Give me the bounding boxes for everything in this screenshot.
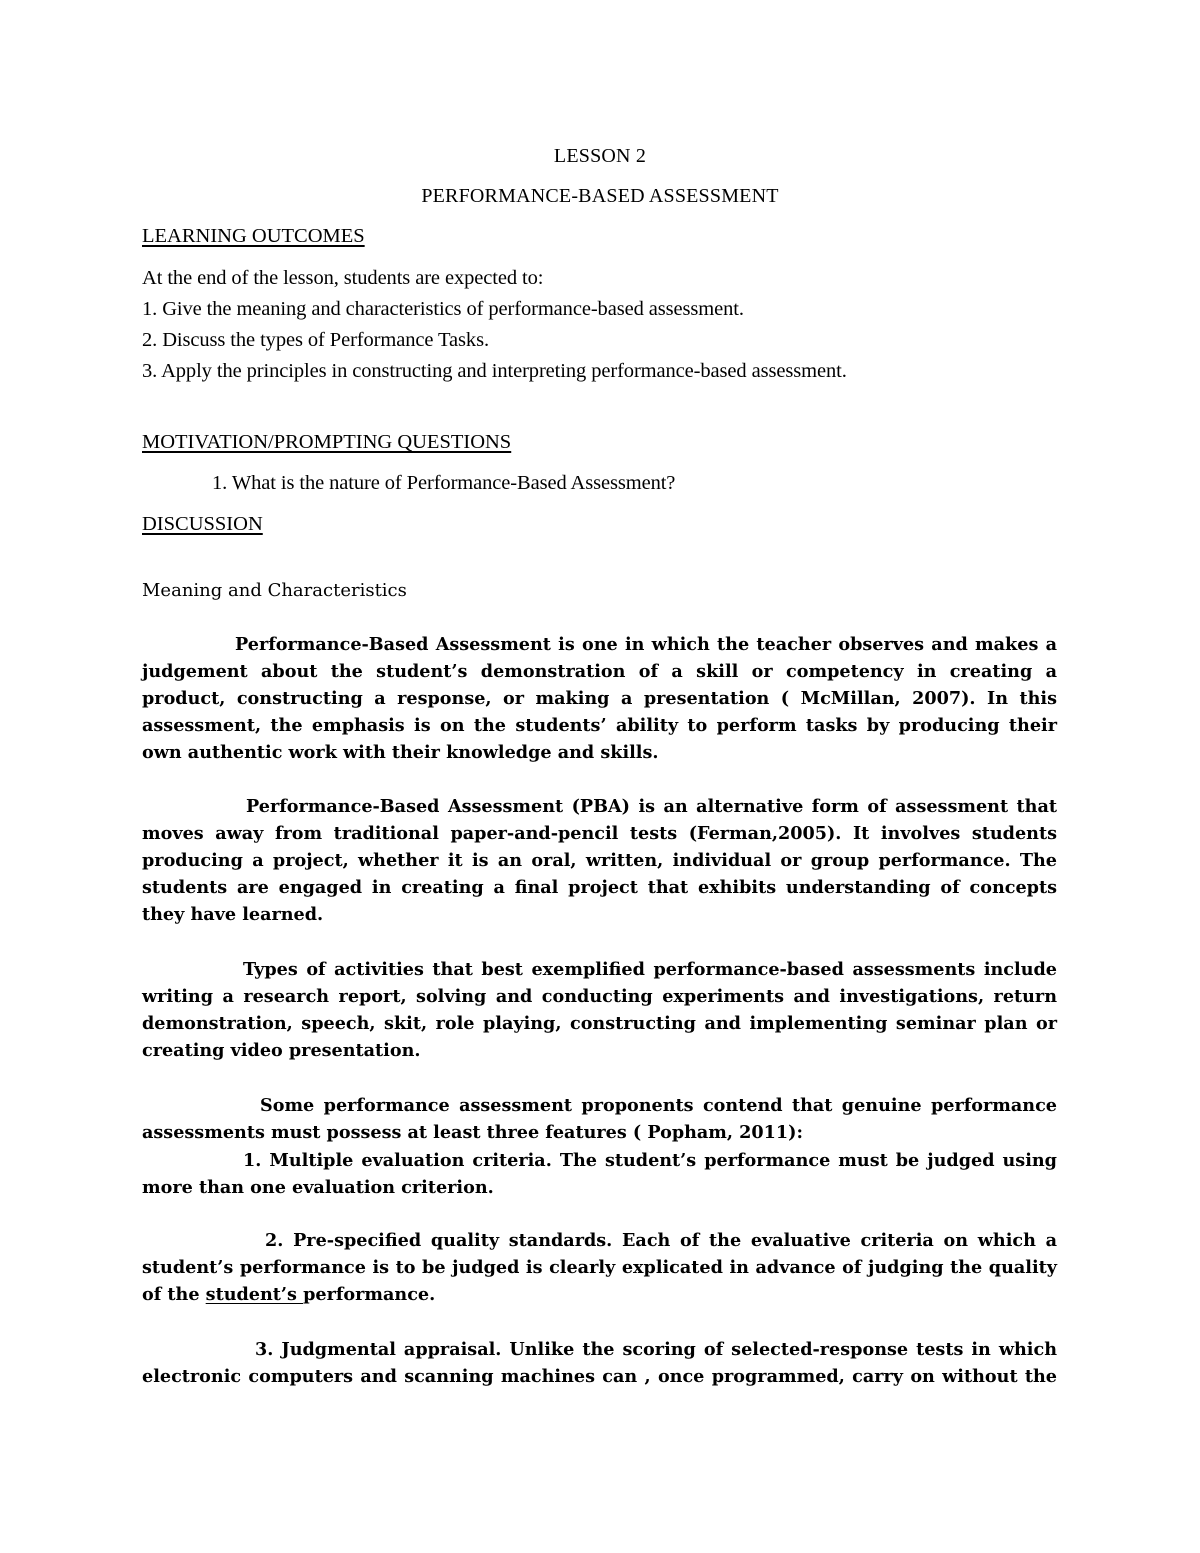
p1-line-5: own authentic work with their knowledge and skills. — [142, 742, 659, 763]
feature-1-line-1: 1. Multiple evaluation criteria. The student’s performance must be judged using — [243, 1150, 1057, 1171]
p4-line-1: Some performance assessment proponents contend that genuine performance — [260, 1095, 1057, 1116]
feature-2-line-3-post: performance. — [303, 1284, 436, 1305]
feature-2-line-1: 2. Pre-specified quality standards. Each of the evaluative criteria on which a — [265, 1230, 1057, 1251]
outcomes-intro: At the end of the lesson, students are expected to: — [142, 267, 544, 289]
p3-line-3: demonstration, speech, skit, role playing, constructing and implementing seminar plan or — [142, 1013, 1057, 1034]
feature-1-line-2: more than one evaluation criterion. — [142, 1177, 494, 1198]
feature-2-line-3-pre: of the — [142, 1284, 206, 1305]
p1-line-3: product, constructing a response, or making a presentation ( McMillan, 2007). In this — [142, 688, 1057, 709]
feature-3-line-1: 3. Judgmental appraisal. Unlike the scoring of selected-response tests in which — [255, 1339, 1057, 1360]
p2-line-5: they have learned. — [142, 904, 324, 925]
p2-line-3: producing a project, whether it is an oral, written, individual or group performance. The — [142, 850, 1057, 871]
p3-line-1: Types of activities that best exemplified performance-based assessments include — [243, 959, 1057, 980]
feature-2-line-3 — [142, 1282, 435, 1308]
feature-2-line-2: student’s performance is to be judged is clearly explicated in advance of judging the quality — [142, 1257, 1057, 1278]
p2-line-4: students are engaged in creating a final project that exhibits understanding of concepts — [142, 877, 1057, 898]
outcome-item-1: 1. Give the meaning and characteristics of performance-based assessment. — [142, 298, 744, 320]
outcome-item-3: 3. Apply the principles in constructing and interpreting performance-based assessment. — [142, 360, 847, 382]
p2-line-2: moves away from traditional paper-and-pencil tests (Ferman,2005). It involves students — [142, 823, 1057, 844]
lesson-title: PERFORMANCE-BASED ASSESSMENT — [421, 185, 779, 207]
p3-line-2: writing a research report, solving and conducting experiments and investigations, return — [142, 986, 1057, 1007]
discussion-heading: DISCUSSION — [142, 513, 263, 535]
p3-line-4: creating video presentation. — [142, 1040, 421, 1061]
p1-line-4: assessment, the emphasis is on the students’ ability to perform tasks by producing their — [142, 715, 1057, 736]
motivation-question-1: 1. What is the nature of Performance-Based Assessment? — [212, 472, 676, 494]
outcome-item-2: 2. Discuss the types of Performance Tasks. — [142, 329, 489, 351]
p1-line-1: Performance-Based Assessment is one in which the teacher observes and makes a — [235, 634, 1057, 655]
motivation-heading: MOTIVATION/PROMPTING QUESTIONS — [142, 431, 512, 453]
p4-line-2: assessments must possess at least three features ( Popham, 2011): — [142, 1122, 803, 1143]
meaning-subheading: Meaning and Characteristics — [142, 580, 407, 601]
learning-outcomes-heading: LEARNING OUTCOMES — [142, 225, 365, 247]
p1-line-2: judgement about the student’s demonstration of a skill or competency in creating a — [142, 661, 1057, 682]
p2-line-1: Performance-Based Assessment (PBA) is an alternative form of assessment that — [246, 796, 1057, 817]
feature-3-line-2: electronic computers and scanning machines can , once programmed, carry on without the — [142, 1366, 1057, 1387]
lesson-number: LESSON 2 — [553, 145, 647, 167]
feature-2-underlined-word: student’s — [205, 1284, 304, 1305]
